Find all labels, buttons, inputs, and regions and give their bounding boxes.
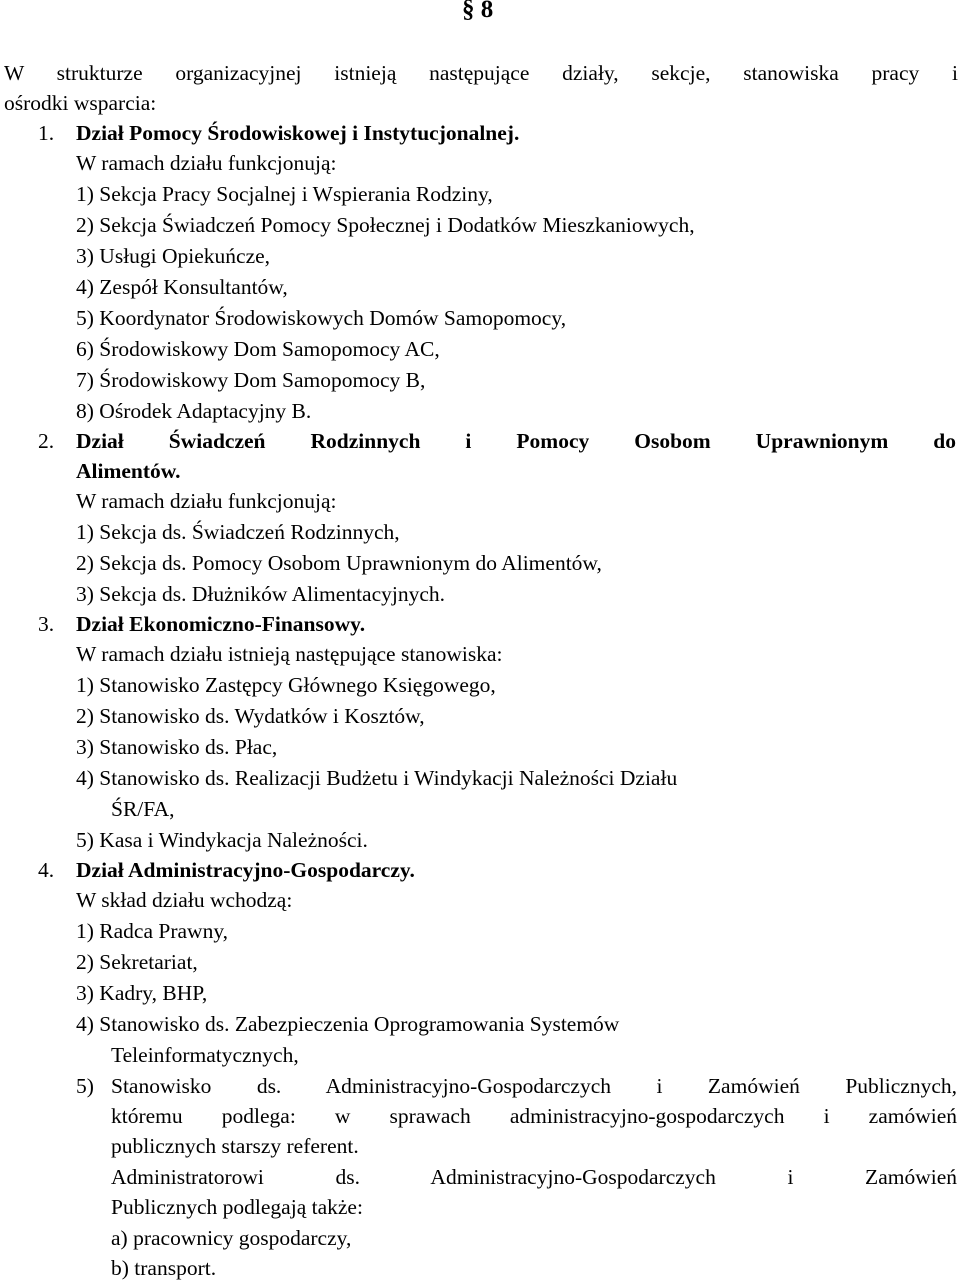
list-item-continuation: ŚR/FA, <box>111 797 175 821</box>
department-2-title-line-2: Alimentów. <box>76 459 181 483</box>
department-1-subtitle: W ramach działu funkcjonują: <box>76 151 337 175</box>
department-1-number: 1. <box>38 121 55 145</box>
list-item: 3) Stanowisko ds. Płac, <box>76 735 278 759</box>
paragraph-line-2: Publicznych podlegają także: <box>111 1195 363 1219</box>
list-item: 5) Kasa i Windykacja Należności. <box>76 828 368 852</box>
list-item: 4) Stanowisko ds. Realizacji Budżetu i Windykacji Należności Działu <box>76 766 678 790</box>
list-item: 7) Środowiskowy Dom Samopomocy B, <box>76 368 426 392</box>
department-4-title: Dział Administracyjno-Gospodarczy. <box>76 858 415 882</box>
list-item-line-3: publicznych starszy referent. <box>111 1134 359 1158</box>
department-3-subtitle: W ramach działu istnieją następujące stanowiska: <box>76 642 503 666</box>
department-4-number: 4. <box>38 858 55 882</box>
list-item: 1) Sekcja ds. Świadczeń Rodzinnych, <box>76 520 400 544</box>
list-item: 2) Sekcja ds. Pomocy Osobom Uprawnionym do Alimentów, <box>76 551 602 575</box>
list-item: 2) Sekcja Świadczeń Pomocy Społecznej i Dodatków Mieszkaniowych, <box>76 213 695 237</box>
list-item: 5) Koordynator Środowiskowych Domów Samopomocy, <box>76 306 567 330</box>
department-4-subtitle: W skład działu wchodzą: <box>76 888 293 912</box>
paragraph-line-1: Administratorowi ds. Administracyjno-Gospodarczych i Zamówień <box>111 1165 957 1189</box>
list-item: 1) Sekcja Pracy Socjalnej i Wspierania Rodziny, <box>76 182 493 206</box>
list-item: 4) Stanowisko ds. Zabezpieczenia Oprogramowania Systemów <box>76 1012 620 1036</box>
department-1-title: Dział Pomocy Środowiskowej i Instytucjonalnej. <box>76 121 520 145</box>
intro-line-1: W strukturze organizacyjnej istnieją następujące działy, sekcje, stanowiska pracy i <box>4 61 958 85</box>
list-item: 4) Zespół Konsultantów, <box>76 275 288 299</box>
department-2-subtitle: W ramach działu funkcjonują: <box>76 489 337 513</box>
list-item: 1) Radca Prawny, <box>76 919 229 943</box>
list-item-line-2: któremu podlega: w sprawach administracyjno-gospodarczych i zamówień <box>111 1104 957 1128</box>
list-item: 1) Stanowisko Zastępcy Głównego Księgowego, <box>76 673 496 697</box>
department-3-title: Dział Ekonomiczno-Finansowy. <box>76 612 366 636</box>
section-heading: § 8 <box>462 0 494 23</box>
list-item: 2) Stanowisko ds. Wydatków i Kosztów, <box>76 704 425 728</box>
list-item: 2) Sekretariat, <box>76 950 198 974</box>
list-item-line-1: Stanowisko ds. Administracyjno-Gospodarczych i Zamówień Publicznych, <box>111 1074 957 1098</box>
list-item-continuation: Teleinformatycznych, <box>111 1043 299 1067</box>
department-3-number: 3. <box>38 612 55 636</box>
list-item: 6) Środowiskowy Dom Samopomocy AC, <box>76 337 440 361</box>
list-item-number: 5) <box>76 1074 94 1098</box>
department-2-number: 2. <box>38 429 55 453</box>
list-item: 3) Kadry, BHP, <box>76 981 208 1005</box>
sub-list-item: b) transport. <box>111 1256 217 1280</box>
list-item: 3) Sekcja ds. Dłużników Alimentacyjnych. <box>76 582 446 606</box>
list-item: 8) Ośrodek Adaptacyjny B. <box>76 399 312 423</box>
intro-line-2: ośrodki wsparcia: <box>4 91 157 115</box>
sub-list-item: a) pracownicy gospodarczy, <box>111 1226 352 1250</box>
list-item: 3) Usługi Opiekuńcze, <box>76 244 271 268</box>
department-2-title-line-1: Dział Świadczeń Rodzinnych i Pomocy Osobom Uprawnionym do <box>76 429 956 453</box>
